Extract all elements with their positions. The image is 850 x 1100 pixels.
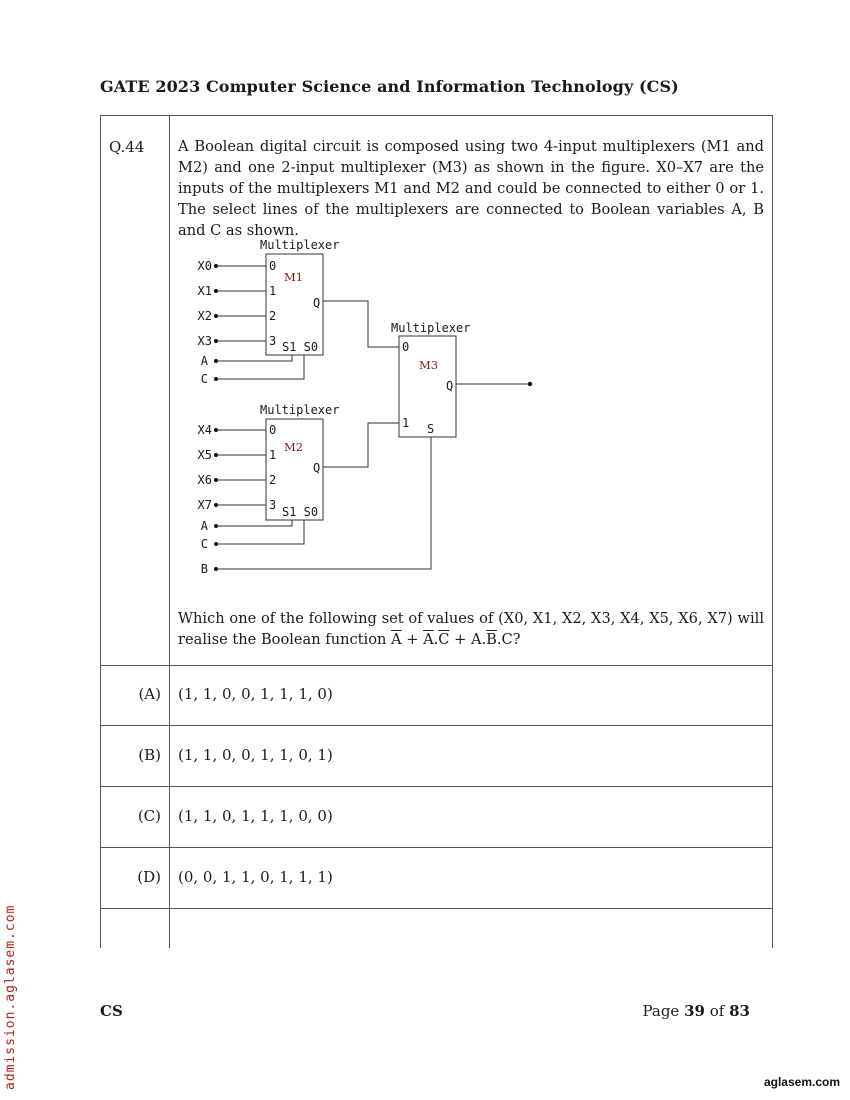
m1-pin-label: 3 (269, 334, 277, 348)
fn-b-bar: $\overline{B}$ (486, 631, 497, 648)
m1-pin-label: 1 (269, 284, 277, 298)
page-current: 39 (684, 1002, 705, 1020)
m2-input-label: X5 (197, 448, 212, 462)
m2-select-var: C (200, 537, 208, 551)
option-c-label: (C) (137, 807, 161, 825)
m1-input-label: X2 (197, 309, 212, 323)
m3-select-var: B (200, 562, 208, 576)
m2-input-label: X6 (197, 473, 212, 487)
m2-select-pins: S1 S0 (282, 505, 319, 519)
fn-plus: + (401, 631, 424, 648)
fn-a-bar-2: $\overline{A}$ (423, 631, 434, 648)
m2-pin-label: 1 (269, 448, 277, 462)
of-word: of (709, 1002, 725, 1020)
question-text: A Boolean digital circuit is composed using two 4-input multiplexers (M1 and M2) and one 2-input multiplexer (M3) as shown in the figure. X0–X7 are the inputs of the multiplexers M1 and M2 and could be connected to either 0 or 1. The select lines of the multiplexers are connected to Boolean variables A, B and C as shown. (178, 138, 764, 239)
m1-select-var: C (200, 372, 208, 386)
fn-end: .C? (496, 631, 521, 648)
m1-select-pins: S1 S0 (282, 340, 319, 354)
m3-pin-label: 1 (402, 416, 410, 430)
row-divider (101, 665, 772, 666)
option-d-label: (D) (137, 868, 161, 886)
question-prompt (178, 608, 764, 650)
m2-pin-label: 0 (269, 423, 277, 437)
fn-plus-a: + A. (449, 631, 487, 648)
m1-output-label: Q (313, 296, 321, 310)
site-link[interactable]: aglasem.com (763, 1075, 840, 1089)
m2-title: Multiplexer (260, 403, 340, 417)
m1-pin-label: 0 (269, 259, 277, 273)
fn-a-bar: $\overline{A}$ (391, 631, 402, 648)
m1-select-var: A (200, 354, 208, 368)
m3-pin-label: 0 (402, 340, 410, 354)
fn-c-bar: $\overline{C}$ (438, 631, 450, 648)
m1-title: Multiplexer (260, 238, 340, 252)
option-b-label: (B) (138, 746, 161, 764)
m1-input-label: X0 (197, 259, 212, 273)
question-number: Q.44 (109, 138, 145, 156)
m2-output-label: Q (313, 461, 321, 475)
row-divider (101, 725, 772, 726)
m3-title: Multiplexer (391, 321, 471, 335)
m1-name: M1 (284, 270, 304, 284)
m2-name: M2 (284, 440, 304, 454)
prompt-prefix: Which one of the following set of values of (X0, X1, X2, X3, X4, X5, X6, X7) will realise the Boolean function (178, 610, 764, 648)
row-divider (101, 908, 772, 909)
footer-page-number (642, 1002, 750, 1020)
side-watermark: admission.aglasem.com (3, 904, 18, 1090)
mux-circuit-diagram (168, 230, 548, 580)
option-a-value: (1, 1, 0, 0, 1, 1, 1, 0) (178, 685, 333, 703)
row-divider (101, 847, 772, 848)
option-b-value: (1, 1, 0, 0, 1, 1, 0, 1) (178, 746, 333, 764)
m2-pin-label: 2 (269, 473, 277, 487)
page-header-title: GATE 2023 Computer Science and Information Technology (CS) (100, 77, 679, 96)
m2-pin-label: 3 (269, 498, 277, 512)
option-a-label: (A) (138, 685, 161, 703)
m1-pin-label: 2 (269, 309, 277, 323)
page-word: Page (642, 1002, 680, 1020)
m3-output-label: Q (446, 379, 454, 393)
m3-name: M3 (419, 358, 439, 372)
row-divider (101, 786, 772, 787)
footer-subject: CS (100, 1002, 123, 1020)
m2-select-var: A (200, 519, 208, 533)
option-d-value: (0, 0, 1, 1, 0, 1, 1, 1) (178, 868, 333, 886)
page-total: 83 (729, 1002, 750, 1020)
m3-select-pin: S (427, 422, 435, 436)
option-c-value: (1, 1, 0, 1, 1, 1, 0, 0) (178, 807, 333, 825)
m2-input-label: X7 (197, 498, 212, 512)
m1-input-label: X3 (197, 334, 212, 348)
fn-dot: . (433, 631, 439, 648)
m2-input-label: X4 (197, 423, 212, 437)
m1-input-label: X1 (197, 284, 212, 298)
